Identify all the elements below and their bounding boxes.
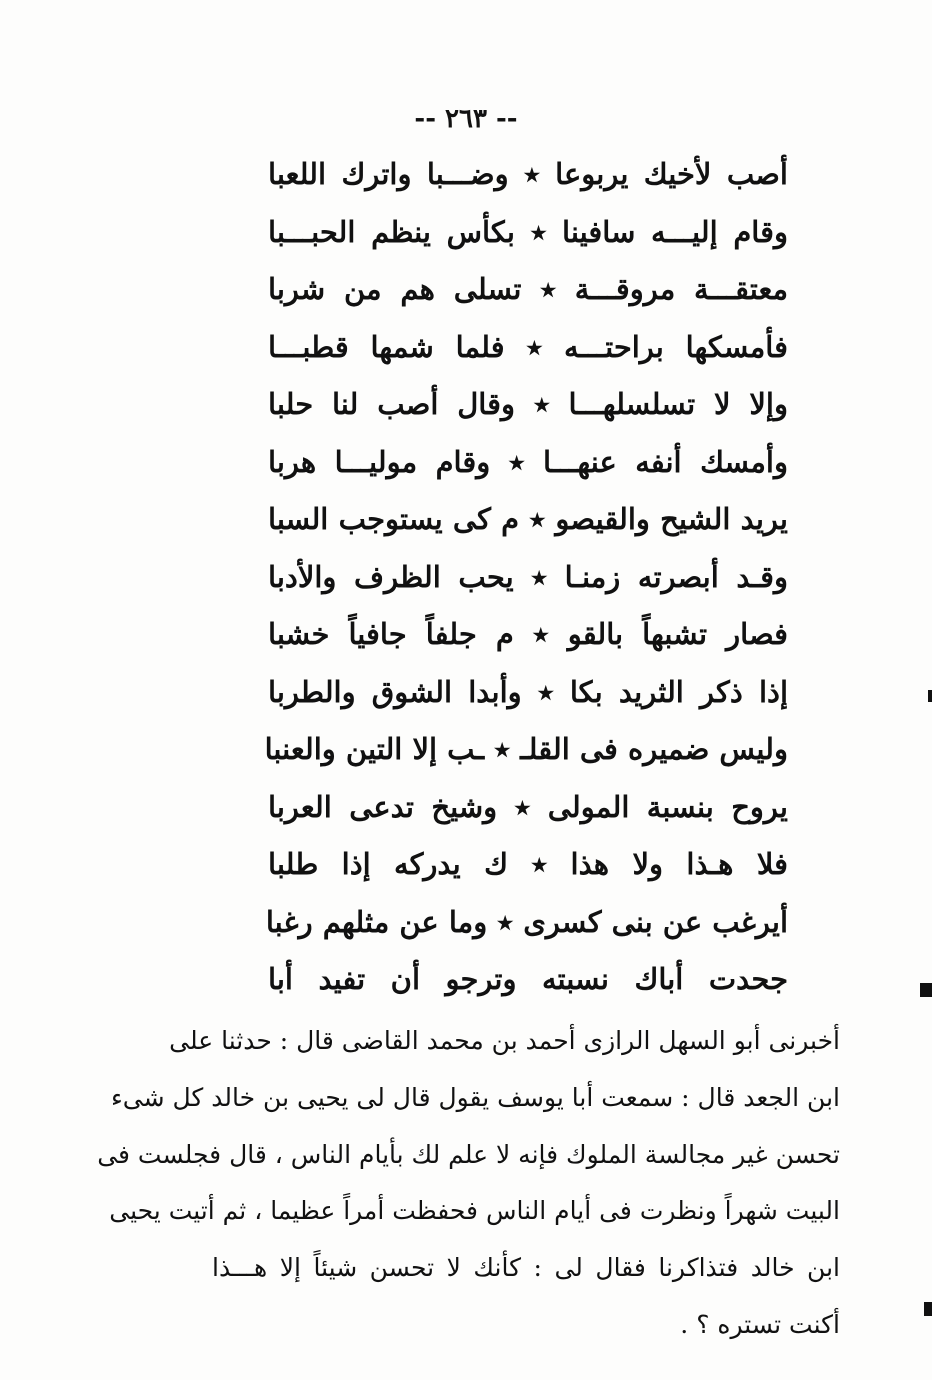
poem-line: جحدت أباك نسبته وترجو أن تفيد أبا [268,962,788,996]
poem-line: وقام إليـــه سافينا ٭ بكأس ينظم الحبـــبا [268,214,788,249]
page-number: -- ٢٦٣ -- [414,104,518,134]
poem-line: يريد الشيح والقيصو ٭ م كى يستوجب السبا [268,502,788,536]
poem-line: وإلا لا تسلسلهـــا ٭ وقال أصب لنا حلبا [268,387,788,421]
prose-line: أكنت تستره ؟ . [680,1309,840,1339]
prose-line: ابن الجعد قال : سمعت أبا يوسف يقول قال لى يحيى بن خالد كل شىء [111,1082,840,1112]
poem-line: معتقـــة مروقـــة ٭ تسلى هم من شربا [268,272,788,306]
prose-paragraph [97,1013,840,1354]
poem-line: أصب لأخيك يربوعا ٭ وضـــبا واترك اللعبا [268,157,788,191]
poem-line: فأمسكها براحتـــه ٭ فلما شمها قطبـــا [268,329,788,364]
poem [264,146,788,1009]
poem-line: وليس ضميره فى القلـ ٭ ـب إلا التين والعنبا [264,732,788,766]
prose-line: ابن خالد فتذاكرنا فقال لى : كأنك لا تحسن شيئاً إلا هـــذا [212,1253,840,1283]
prose-line: أخبرنى أبو السهل الرازى أحمد بن محمد القاضى قال : حدثنا على [169,1026,840,1055]
prose-line: البيت شهراً ونظرت فى أيام الناس فحفظت أمراً عظيما ، ثم أتيت يحيى [109,1196,840,1226]
poem-line: إذا ذكر الثريد بكا ٭ وأبدا الشوق والطربا [268,674,788,709]
scan-mark [920,983,932,997]
poem-line: وأمسك أنفه عنهـــا ٭ وقام موليـــا هربا [268,444,788,479]
scan-mark [924,1302,932,1316]
poem-line: فصار تشبهاً بالقو ٭ م جلفاً جافياً خشبا [268,617,788,651]
poem-line: وقـد أبصرته زمنـا ٭ يحب الظرف والأدبا [268,559,788,594]
poem-line: يروح بنسبة المولى ٭ وشيخ تدعى العربا [268,789,788,824]
prose-line: تحسن غير مجالسة الملوك فإنه لا علم لك بأيام الناس ، قال فجلست فى [97,1139,840,1169]
poem-line: فلا هـذا ولا هذا ٭ ك يدركه إذا طلبا [268,847,788,881]
poem-line: أيرغب عن بنى كسرى ٭ وما عن مثلهم رغبا [265,904,788,939]
scan-mark [928,690,932,702]
